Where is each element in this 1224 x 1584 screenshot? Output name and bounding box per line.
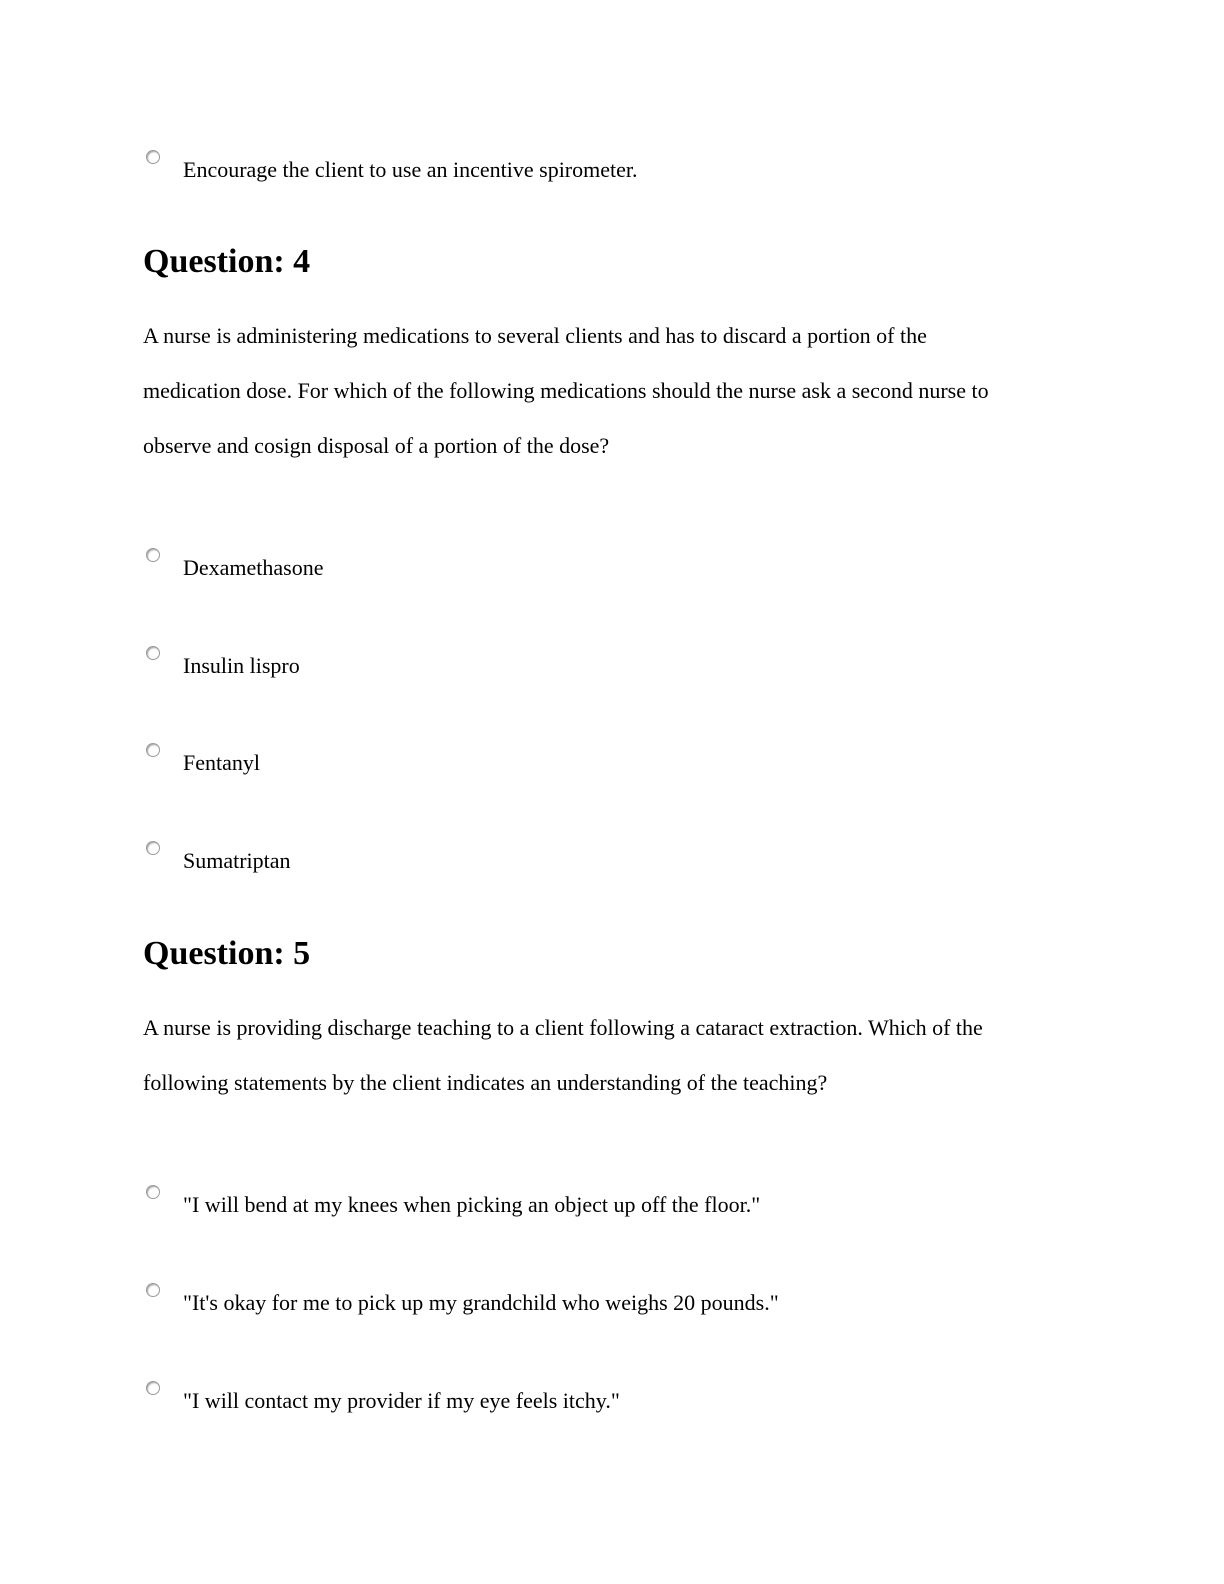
question-4-text-line: observe and cosign disposal of a portion of the dose? xyxy=(143,433,610,458)
option-label: "It's okay for me to pick up my grandchild who weighs 20 pounds." xyxy=(183,1290,779,1315)
option-label: "I will contact my provider if my eye feels itchy." xyxy=(183,1388,620,1413)
question-5-text-line: following statements by the client indicates an understanding of the teaching? xyxy=(143,1070,828,1095)
option-radio-dexamethasone[interactable] xyxy=(146,548,160,562)
option-radio[interactable] xyxy=(146,1283,160,1297)
option-radio-insulin-lispro[interactable] xyxy=(146,646,160,660)
option-radio[interactable] xyxy=(146,150,160,164)
option-label: Encourage the client to use an incentive spirometer. xyxy=(183,157,638,182)
option-radio[interactable] xyxy=(146,1381,160,1395)
option-label: Dexamethasone xyxy=(183,555,324,580)
option-label: "I will bend at my knees when picking an object up off the floor." xyxy=(183,1192,761,1217)
option-label: Sumatriptan xyxy=(183,848,291,873)
question-4-text-line: A nurse is administering medications to several clients and has to discard a portion of the xyxy=(143,323,927,348)
question-4-heading: Question: 4 xyxy=(143,243,311,280)
option-radio[interactable] xyxy=(146,1185,160,1199)
option-radio-sumatriptan[interactable] xyxy=(146,841,160,855)
option-radio-fentanyl[interactable] xyxy=(146,743,160,757)
question-4-text-line: medication dose. For which of the following medications should the nurse ask a second nurse to xyxy=(143,378,989,403)
question-5-text-line: A nurse is providing discharge teaching to a client following a cataract extraction. Which of the xyxy=(143,1015,983,1040)
option-label: Fentanyl xyxy=(183,750,260,775)
option-label: Insulin lispro xyxy=(183,653,300,678)
question-5-heading: Question: 5 xyxy=(143,935,311,972)
